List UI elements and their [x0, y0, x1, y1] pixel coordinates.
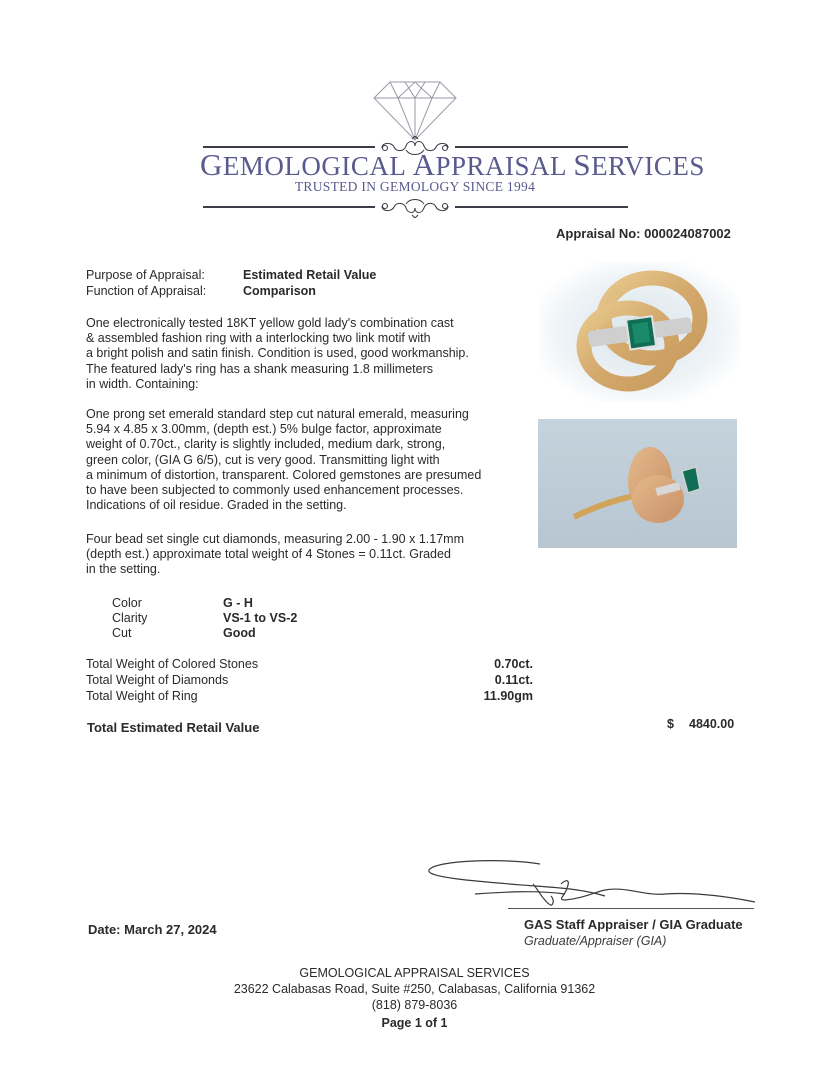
- retail-value-currency: $: [667, 717, 674, 731]
- total-label: Total Weight of Ring: [86, 689, 198, 703]
- ring-top-view-photo: [540, 262, 740, 402]
- signature-line: [508, 908, 754, 909]
- spec-value: G - H: [223, 596, 253, 610]
- diamond-icon: [372, 80, 458, 142]
- retail-value-amount: 4840.00: [689, 717, 735, 731]
- footer-phone: (818) 879-8036: [371, 998, 458, 1012]
- brand-tagline: TRUSTED IN GEMOLOGY SINCE 1994: [294, 179, 536, 194]
- header-rule-bottom-left: [203, 206, 375, 208]
- emerald-description: One prong set emerald standard step cut natural emerald, measuring 5.94 x 4.85 x 3.00mm, (depth est.) 5% bulge factor, approximate weight of 0.70ct., clarity is slightly included, medium dark, strong, green color, (GIA G 6/5), cut is very good. Transmitting light with a minimum of distortion, transparent. Colored gemstones are presumed to have been subjected to commonly used enhancement processes. Indications of oil residue. Graded in the setting.: [86, 407, 482, 513]
- spec-label: Color: [112, 596, 142, 610]
- ring-side-view-illustration: [538, 419, 737, 548]
- appraisal-number: Appraisal No: 000024087002: [556, 226, 731, 241]
- ring-top-view-illustration: [540, 262, 740, 402]
- header-rule-bottom-right: [455, 206, 628, 208]
- scroll-flourish-icon: [372, 196, 458, 218]
- spec-label: Clarity: [112, 611, 148, 625]
- total-value: 0.70ct.: [494, 657, 533, 671]
- total-value: 0.11ct.: [494, 673, 533, 687]
- purpose-label: Purpose of Appraisal:: [86, 268, 205, 282]
- total-label: Total Weight of Colored Stones: [86, 657, 259, 671]
- diamond-description: Four bead set single cut diamonds, measuring 2.00 - 1.90 x 1.17mm (depth est.) approximate total weight of 4 Stones = 0.11ct. Graded in the setting.: [86, 532, 464, 577]
- total-value: 11.90gm: [483, 689, 533, 703]
- spec-label: Cut: [112, 626, 132, 640]
- function-label: Function of Appraisal:: [86, 284, 207, 298]
- appraisal-date: Date: March 27, 2024: [88, 922, 217, 937]
- spec-value: Good: [223, 626, 256, 640]
- appraiser-signature: [425, 856, 765, 916]
- page-number: Page 1 of 1: [381, 1016, 448, 1030]
- function-value: Comparison: [243, 284, 316, 298]
- brand-title: GEMOLOGICAL APPRAISAL SERVICES: [200, 147, 705, 182]
- spec-value: VS-1 to VS-2: [223, 611, 298, 625]
- total-label: Total Weight of Diamonds: [86, 673, 229, 687]
- footer-company: GEMOLOGICAL APPRAISAL SERVICES: [299, 966, 530, 980]
- appraiser-subtitle: Graduate/Appraiser (GIA): [524, 934, 667, 948]
- ring-description: One electronically tested 18KT yellow gold lady's combination cast & assembled fashion ring with a interlocking two link motif with a bright polish and satin finish. Condition is used, good workmanship. The featured lady's ring has a shank measuring 1.8 millimeters in width. Containing:: [86, 316, 469, 391]
- footer-address: 23622 Calabasas Road, Suite #250, Calabasas, California 91362: [233, 982, 596, 996]
- purpose-value: Estimated Retail Value: [243, 268, 377, 282]
- appraiser-title: GAS Staff Appraiser / GIA Graduate: [524, 917, 743, 932]
- retail-value-label: Total Estimated Retail Value: [87, 720, 260, 735]
- ring-side-view-photo: [538, 419, 737, 548]
